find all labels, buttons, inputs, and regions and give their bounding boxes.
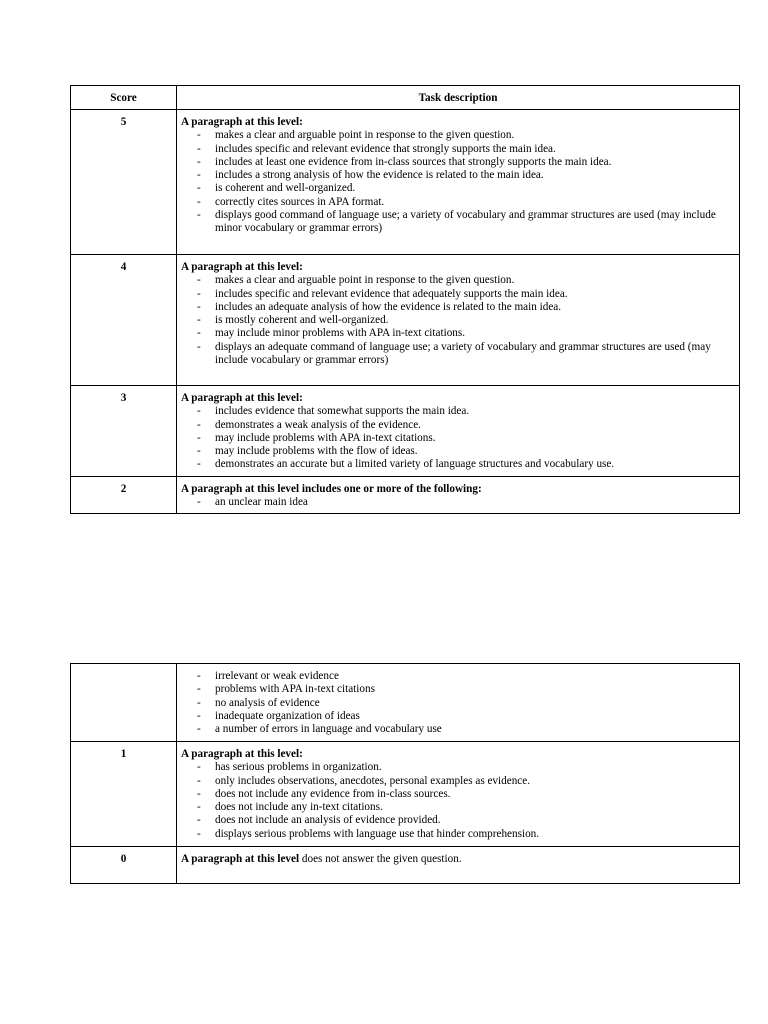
criteria-item: - displays an adequate command of language use; a variety of vocabulary and grammar structures are used (may include vocabulary or grammar errors) bbox=[181, 341, 735, 368]
criteria-item: - a number of errors in language and vocabulary use bbox=[181, 723, 735, 736]
score-cell: 5 bbox=[71, 110, 177, 255]
criteria-item: - includes at least one evidence from in-class sources that strongly supports the main idea. bbox=[181, 156, 735, 169]
criteria-list bbox=[181, 496, 735, 509]
description-lead bbox=[181, 392, 735, 405]
criteria-item: - only includes observations, anecdotes, personal examples as evidence. bbox=[181, 775, 735, 788]
description-cell bbox=[177, 110, 740, 255]
lead-tail-text: does not answer the given question. bbox=[299, 853, 462, 865]
criteria-item: - no analysis of evidence bbox=[181, 697, 735, 710]
criteria-list bbox=[181, 761, 735, 841]
rubric-row bbox=[71, 386, 740, 477]
task-description-column-header: Task description bbox=[177, 86, 740, 110]
rubric-table-part-1 bbox=[70, 85, 740, 514]
criteria-item: - includes evidence that somewhat supports the main idea. bbox=[181, 405, 735, 418]
score-column-header: Score bbox=[71, 86, 177, 110]
rubric-row bbox=[71, 847, 740, 884]
description-cell bbox=[177, 847, 740, 884]
criteria-item: - includes a strong analysis of how the evidence is related to the main idea. bbox=[181, 169, 735, 182]
header-row bbox=[71, 86, 740, 110]
criteria-item: - demonstrates a weak analysis of the evidence. bbox=[181, 419, 735, 432]
criteria-item: - displays serious problems with language use that hinder comprehension. bbox=[181, 828, 735, 841]
description-cell bbox=[177, 386, 740, 477]
score-cell bbox=[71, 664, 177, 742]
description-cell bbox=[177, 477, 740, 514]
lead-text: A paragraph at this level: bbox=[181, 748, 303, 760]
criteria-item: - does not include an analysis of evidence provided. bbox=[181, 814, 735, 827]
description-lead bbox=[181, 116, 735, 129]
criteria-list bbox=[181, 274, 735, 367]
criteria-list bbox=[181, 129, 735, 235]
criteria-item: - may include problems with APA in-text citations. bbox=[181, 432, 735, 445]
rubric-row bbox=[71, 110, 740, 255]
criteria-item: - includes specific and relevant evidence that strongly supports the main idea. bbox=[181, 143, 735, 156]
criteria-item: - problems with APA in-text citations bbox=[181, 683, 735, 696]
lead-text: A paragraph at this level bbox=[181, 853, 300, 865]
criteria-item: - may include problems with the flow of ideas. bbox=[181, 445, 735, 458]
criteria-item: - may include minor problems with APA in-text citations. bbox=[181, 327, 735, 340]
score-cell: 3 bbox=[71, 386, 177, 477]
criteria-item: - makes a clear and arguable point in response to the given question. bbox=[181, 129, 735, 142]
lead-text: A paragraph at this level: bbox=[181, 392, 303, 404]
description-lead bbox=[181, 853, 735, 866]
rubric-row bbox=[71, 664, 740, 742]
description-lead bbox=[181, 261, 735, 274]
criteria-item: - is coherent and well-organized. bbox=[181, 182, 735, 195]
criteria-list bbox=[181, 405, 735, 471]
criteria-item: - has serious problems in organization. bbox=[181, 761, 735, 774]
criteria-list bbox=[181, 670, 735, 736]
rubric-table-part-2 bbox=[70, 663, 740, 884]
lead-text: A paragraph at this level: bbox=[181, 116, 303, 128]
description-cell bbox=[177, 742, 740, 847]
criteria-item: - is mostly coherent and well-organized. bbox=[181, 314, 735, 327]
description-lead bbox=[181, 748, 735, 761]
score-cell: 4 bbox=[71, 255, 177, 386]
lead-text: A paragraph at this level includes one or more of the following: bbox=[181, 483, 482, 495]
criteria-item: - irrelevant or weak evidence bbox=[181, 670, 735, 683]
criteria-item: - includes specific and relevant evidence that adequately supports the main idea. bbox=[181, 288, 735, 301]
description-lead bbox=[181, 483, 735, 496]
criteria-item: - includes an adequate analysis of how the evidence is related to the main idea. bbox=[181, 301, 735, 314]
criteria-item: - demonstrates an accurate but a limited variety of language structures and vocabulary use. bbox=[181, 458, 735, 471]
rubric-row bbox=[71, 742, 740, 847]
score-cell: 0 bbox=[71, 847, 177, 884]
description-cell bbox=[177, 664, 740, 742]
criteria-item: - does not include any in-text citations. bbox=[181, 801, 735, 814]
rubric-row bbox=[71, 477, 740, 514]
rubric-row bbox=[71, 255, 740, 386]
score-cell: 1 bbox=[71, 742, 177, 847]
lead-text: A paragraph at this level: bbox=[181, 261, 303, 273]
criteria-item: - makes a clear and arguable point in response to the given question. bbox=[181, 274, 735, 287]
criteria-item: - an unclear main idea bbox=[181, 496, 735, 509]
description-cell bbox=[177, 255, 740, 386]
criteria-item: - does not include any evidence from in-class sources. bbox=[181, 788, 735, 801]
score-cell: 2 bbox=[71, 477, 177, 514]
criteria-item: - inadequate organization of ideas bbox=[181, 710, 735, 723]
criteria-item: - displays good command of language use; a variety of vocabulary and grammar structures are used (may include minor vocabulary or grammar errors) bbox=[181, 209, 735, 236]
criteria-item: - correctly cites sources in APA format. bbox=[181, 196, 735, 209]
